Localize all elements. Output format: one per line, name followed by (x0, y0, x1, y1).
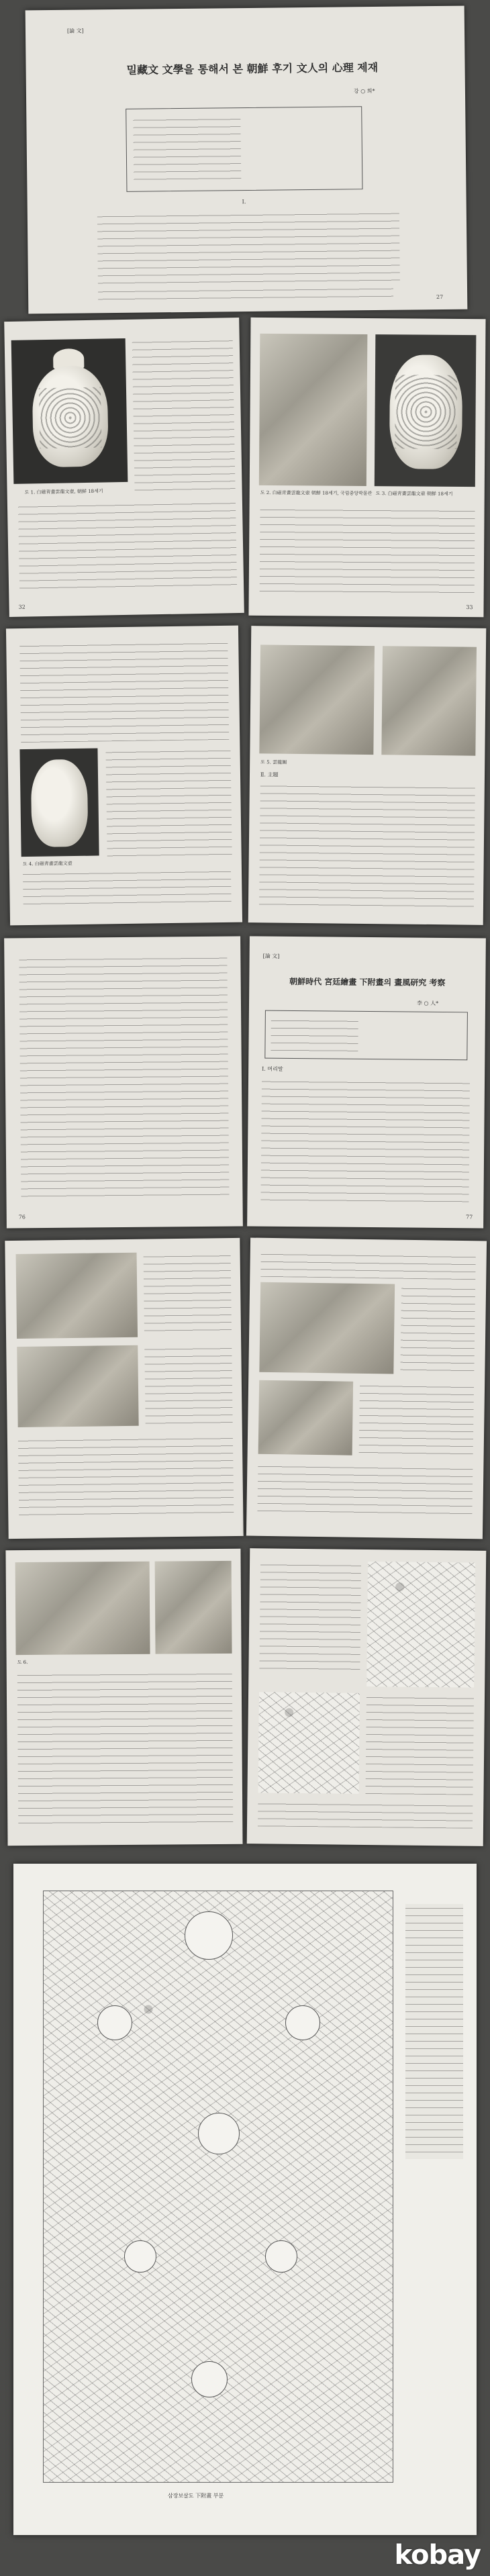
figure-caption: 도 1. 白磁靑畫雲龍文壺, 朝鮮 18세기 (24, 488, 103, 495)
figure-caption: 삼장보살도 下附畫 부분 (168, 2493, 224, 2499)
legend-list (405, 1904, 463, 2159)
contents-box (126, 106, 362, 192)
strip-1 (0, 0, 490, 314)
strip-3 (0, 622, 490, 931)
dragon-painting (259, 645, 375, 755)
court-painting (258, 1380, 354, 1456)
document-page-left (4, 318, 244, 617)
document-page-right (248, 626, 487, 925)
dragon-painting (381, 646, 477, 755)
article-title: 밀藏文 文學을 통해서 본 朝鮮 후기 文人의 心理 제재 (126, 60, 379, 77)
document-page-left (6, 626, 242, 926)
vase-photo (11, 338, 128, 484)
figure-head (185, 1911, 233, 1960)
figure-head (97, 2005, 132, 2040)
strip-5 (0, 1234, 490, 1543)
court-painting (17, 1345, 138, 1427)
dragon-painting (259, 334, 368, 486)
kobay-watermark: kobay (394, 2540, 481, 2571)
article-title: 朝鮮時代 宮廷繪畫 下附畫의 畫風研究 考察 (289, 976, 446, 988)
english-text (19, 954, 229, 1198)
vase-photo-right (375, 334, 477, 487)
document-page-left (5, 1238, 243, 1539)
strip-4 (0, 931, 490, 1234)
line-drawing (258, 1692, 360, 1794)
section-heading: Ⅰ. (242, 199, 246, 205)
document-page-right (248, 318, 485, 617)
figure-caption: 도 6. (17, 1660, 28, 1666)
document-page-right (246, 1238, 487, 1539)
document-page-right (247, 936, 486, 1228)
vase-photo (19, 749, 99, 857)
page-number: 32 (18, 604, 26, 610)
figure-head (198, 2113, 240, 2154)
page-number: 27 (436, 293, 444, 301)
document-page-title (26, 6, 468, 314)
line-drawing (366, 1562, 475, 1688)
figure-caption-left: 도 2. 白磁靑畫雲龍文壺 朝鮮 18세기, 국립중앙박물관 (260, 489, 373, 497)
figure-caption-right: 도 3. 白磁靑畫雲龍文壺 朝鮮 18세기 (375, 491, 453, 497)
section-heading: Ⅰ. 머리말 (262, 1065, 283, 1072)
article-author: 李 ○ 人* (416, 1000, 439, 1006)
document-page-right (247, 1548, 487, 1846)
figure-head (124, 2240, 156, 2273)
contents-box (264, 1010, 468, 1061)
article-author: 강 ○ 희* (353, 87, 375, 95)
strip-2 (0, 314, 490, 622)
court-painting (16, 1253, 138, 1339)
document-page-left (5, 1549, 242, 1846)
figure-head (285, 2005, 320, 2040)
body-text (97, 209, 400, 287)
figure-caption: 도 4. 白磁靑畫雲龍文壺 (22, 861, 72, 867)
strip-7 (0, 1852, 490, 2576)
article-tag: [論 文] (66, 28, 84, 34)
court-painting (155, 1561, 232, 1654)
footnote-text (98, 285, 393, 303)
page-number: 77 (466, 1214, 473, 1221)
document-page-left (4, 936, 243, 1228)
page-number: 76 (18, 1214, 26, 1221)
buddhist-painting-line-drawing (43, 1891, 393, 2483)
figure-caption: 도 5. 雲龍圖 (260, 759, 287, 765)
article-tag: [論 文] (262, 953, 280, 959)
page-number: 33 (466, 604, 473, 611)
figure-head (265, 2240, 297, 2273)
document-page-drawing (13, 1864, 477, 2535)
court-painting (15, 1562, 150, 1655)
strip-6 (0, 1543, 490, 1852)
court-painting (259, 1282, 395, 1374)
figure-head (191, 2361, 228, 2397)
section-heading: Ⅱ. 主題 (260, 771, 279, 778)
